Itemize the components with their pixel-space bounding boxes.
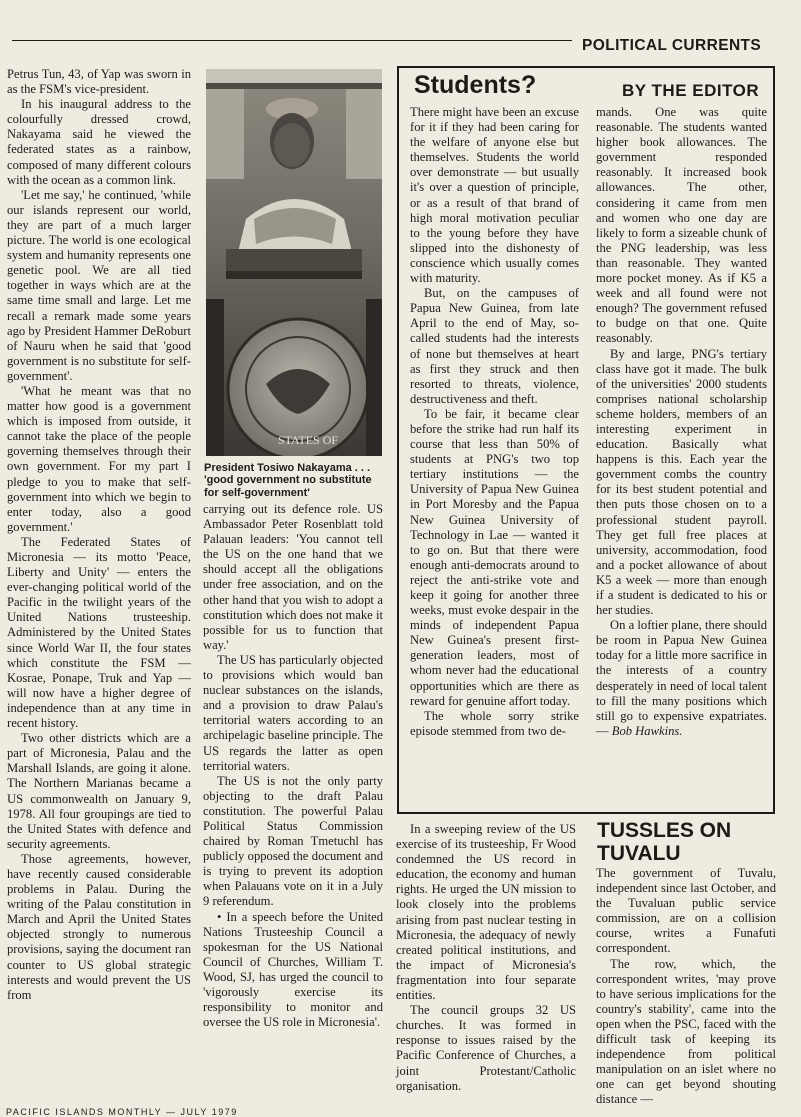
tuvalu-paragraph: The government of Tuvalu, independent since last October, and the Tuvaluan public service commission, are on a collision course, writes a Funafuti correspondent. — [596, 866, 776, 956]
article-column-1 — [7, 67, 191, 1003]
editorial-title: Students? — [414, 71, 537, 99]
article-paragraph: In his inaugural address to the colourfully dressed crowd, Nakayama said he viewed the federated states as a rainbow, composed of many different colours with the ocean as a common link. — [7, 97, 191, 187]
editorial-signature: Bob Hawkins. — [611, 723, 683, 738]
header-rule — [12, 40, 572, 41]
editorial-paragraph: mands. One was quite reasonable. The students wanted higher book allowances. The government responded reasonably. It increased book allowances. The other, considering it came from men and women who one day are likely to form a sizeable chunk of the PNG leadership, was less than reasonable. They wanted more pocket money. As if K5 a week and all found were not enough? The government refused to budge on that one. Quite reasonably. — [596, 105, 767, 346]
article-paragraph: The Federated States of Micronesia — its motto 'Peace, Liberty and Unity' — enters the ever-changing political world of the Pacific in the twilight years of the United Nations trusteeship. Administered by the United States since World War II, the four states which constitute the FSM — Kosrae, Ponape, Truk and Yap — will now have a higher degree of independence than at any time in recent history. — [7, 534, 191, 731]
article-paragraph: The US is not the only party objecting to the draft Palau constitution. The powerful Palau Political Status Commission chaired by Roman Tmetuchl has publicly opposed the document and is trying to prevent its adoption when Palauans vote on it in a July 9 referendum. — [203, 773, 383, 909]
editorial-column-right — [596, 105, 767, 739]
photo-caption: President Tosiwo Nakayama . . . 'good government no substitute for self-government' — [204, 462, 372, 499]
article-paragraph: Those agreements, however, have recently caused considerable problems in Palau. During the writing of the Palau constitution in March and April the United States objected strongly to numerous provisions, saying the document ran counter to US global strategic interests and would prevent the US from — [7, 851, 191, 1002]
section-title: POLITICAL CURRENTS — [582, 37, 762, 54]
article-paragraph: 'What he meant was that no matter how good is a government which is imposed from outside, it cannot take the place of the people governing themselves through their own government. For my part I pledge to you to make that self-government into which we begin to enter today, also a good government.' — [7, 383, 191, 534]
article-paragraph: The council groups 32 US churches. It was formed in response to issues raised by the Pacific Conference of Churches, a joint Protestant/Catholic organisation. — [396, 1003, 576, 1093]
article-paragraph: • In a speech before the United Nations Trusteeship Council a spokesman for the US National Council of Churches, William T. Wood, SJ, has urged the council to 'vigorously exercise its responsibility to monitor and oversee the US role in Micronesia'. — [203, 909, 383, 1030]
editorial-paragraph — [596, 618, 767, 739]
editorial-column-left — [410, 105, 579, 739]
president-photo-illustration — [206, 69, 382, 456]
article-paragraph: Two other districts which are a part of Micronesia, Palau and the Marshall Islands, are going it alone. The Northern Marianas became a US commonwealth on January 9, 1978. All four groupings are tied to the United States with defence and security agreements. — [7, 731, 191, 851]
editorial-paragraph-text: On a loftier plane, there should be room in Papua New Guinea today for a little more sacrifice in the interests of a country desperately in need of local talent to fill the many positions which still go to expensive expatriates. — — [596, 618, 767, 738]
editorial-paragraph: But, on the campuses of Papua New Guinea, from late April to the end of May, so-called students had the interests of none but themselves at heart as first they struck and then resorted to threats, violence, destructiveness and theft. — [410, 286, 579, 406]
editorial-paragraph: To be fair, it became clear before the strike had run half its course that less than 50% of students at PNG's two top tertiary institutions — the University of Papua New Guinea in Port Moresby and the Papua New Guinea University of Technology in Lae — wanted it to go on. But that there were enough anti-democrats around to reject the anti-strike vote and keep it going for another three weeks, must evoke despair in the minds of independent Papua New Guinea's present first-generation leaders, most of whom never had the educational opportunities which are there as reward for genuine affort today. — [410, 406, 579, 708]
editorial-byline: BY THE EDITOR — [622, 81, 760, 100]
article-paragraph: Petrus Tun, 43, of Yap was sworn in as the FSM's vice-president. — [7, 67, 191, 97]
editorial-paragraph: There might have been an excuse for it if they had been caring for the welfare of anyone else but themselves. Students the world over demonstrate — but usually it's over a question of principle, or as a result of that brand of high moral motivation peculiar to the young before they have slipped into the dishonesty of conscience which usually comes with maturity. — [410, 105, 579, 286]
article-column-3 — [396, 822, 576, 1094]
president-photo — [206, 69, 382, 456]
article-paragraph: 'Let me say,' he continued, 'while our islands represent our world, they are part of a much larger picture. The world is one ecological system and humanity represents one genetic pool. We are all tied together in ways which are at the same time small and large. Let me recall a remark made some years ago by President Hammer DeRoburt of Nauru when he said that 'good government is no substitute for self-government'. — [7, 187, 191, 383]
editorial-paragraph: By and large, PNG's tertiary class have got it made. The bulk of the universities' 2000 students comprises national scholarship scheme holders, members of an interesting experiment in education. Basically what happens is this. Each year the government combs the country for its best student potential and then puts those chosen on to a professional student payroll. They get full free places at university, accommodation, food and a pocket allowance of about K5 a week — more than enough if a student is dedicated to his or her studies. — [596, 346, 767, 618]
tuvalu-headline: TUSSLES ON TUVALU — [597, 819, 732, 865]
article-paragraph: carrying out its defence role. US Ambassador Peter Rosenblatt told Palauan leaders: 'You cannot tell the US on the one hand that we should accept all the obligations under free association, and on the other hand that you wish to adopt a constitution which does not make it possible for us to function that way.' — [203, 502, 383, 652]
page-footer: PACIFIC ISLANDS MONTHLY — JULY 1979 — [6, 1107, 238, 1117]
editorial-paragraph: The whole sorry strike episode stemmed from two de- — [410, 708, 579, 738]
article-paragraph: In a sweeping review of the US exercise of its trusteeship, Fr Wood condemned the US record in education, the economy and human rights. He urged the UN mission to look closely into the problems arising from past nuclear testing in Micronesia, the adequacy of newly created political institutions, and the impact of Micronesia's fragmentation into four separate entities. — [396, 822, 576, 1003]
seal-lettering: STATES OF — [278, 433, 339, 447]
article-column-2 — [203, 502, 383, 1030]
tuvalu-column — [596, 866, 776, 1108]
article-paragraph: The US has particularly objected to provisions which would ban nuclear substances on the islands, and a provision to draw Palau's territorial waters according to an archipelagic baseline principle. The US regards the latter as open territorial waters. — [203, 652, 383, 773]
tuvalu-paragraph: The row, which, the correspondent writes, 'may prove to have serious implications for the country's stability', came into the open when the PSC, faced with the difficult task of keeping its independence from political manipulation on an islet where no one can get beyond shouting distance — — [596, 956, 776, 1107]
